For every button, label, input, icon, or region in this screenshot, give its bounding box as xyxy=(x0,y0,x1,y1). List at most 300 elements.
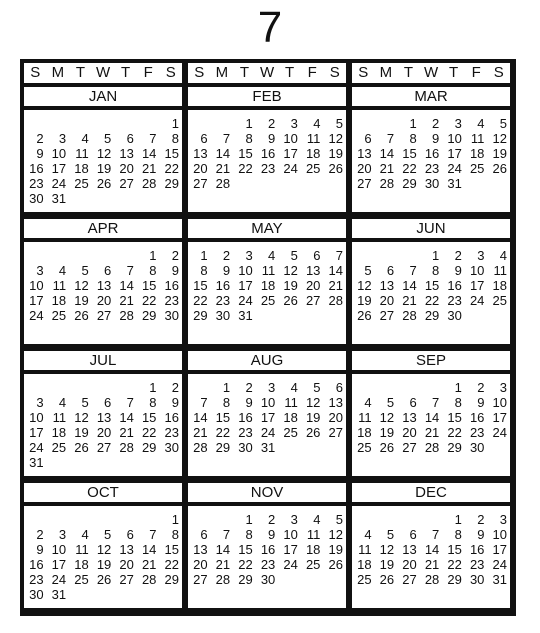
day-number: 28 xyxy=(141,176,157,191)
weekday-label: M xyxy=(379,64,393,81)
month-name: JUN xyxy=(352,219,510,238)
day-number: 18 xyxy=(51,293,67,308)
day-number: 16 xyxy=(164,278,179,293)
day-number: 16 xyxy=(215,278,231,293)
day-number: 4 xyxy=(477,116,485,131)
day-number: 26 xyxy=(328,161,343,176)
day-number: 24 xyxy=(260,425,276,440)
day-number: 26 xyxy=(283,293,298,308)
day-number: 21 xyxy=(328,278,343,293)
day-number: 29 xyxy=(141,308,157,323)
day-number: 4 xyxy=(58,395,67,410)
day-number: 30 xyxy=(238,440,253,455)
day-number: 16 xyxy=(469,410,485,425)
day-number: 30 xyxy=(29,191,44,206)
day-number: 13 xyxy=(379,278,395,293)
day-number: 26 xyxy=(492,161,507,176)
day-number: 24 xyxy=(492,557,507,572)
day-number: 1 xyxy=(454,512,462,527)
day-number: 15 xyxy=(238,542,253,557)
day-number: 17 xyxy=(283,542,298,557)
day-number: 18 xyxy=(357,557,372,572)
day-number: 19 xyxy=(357,293,372,308)
day-number: 3 xyxy=(290,116,298,131)
day-number: 12 xyxy=(283,263,298,278)
month-days xyxy=(352,242,510,344)
day-number: 12 xyxy=(328,527,343,542)
day-number: 27 xyxy=(328,425,343,440)
weekday-label: T xyxy=(449,64,459,81)
weekday-header xyxy=(188,63,346,83)
empty-day-cell xyxy=(352,380,375,395)
day-number: 29 xyxy=(193,308,208,323)
day-number: 16 xyxy=(469,542,485,557)
day-number: 14 xyxy=(193,410,208,425)
empty-day-cell xyxy=(69,248,92,263)
day-number: 25 xyxy=(305,557,321,572)
day-number: 15 xyxy=(402,146,417,161)
day-number: 3 xyxy=(290,512,298,527)
day-number: 2 xyxy=(477,380,485,395)
day-number: 23 xyxy=(215,293,231,308)
day-number: 12 xyxy=(379,542,395,557)
day-number: 18 xyxy=(51,425,67,440)
day-number: 28 xyxy=(141,572,157,587)
day-number: 1 xyxy=(432,248,440,263)
day-number: 3 xyxy=(58,527,67,542)
day-number: 19 xyxy=(328,542,343,557)
day-number: 10 xyxy=(469,263,485,278)
day-number: 14 xyxy=(119,410,134,425)
month-name: MAR xyxy=(352,87,510,106)
empty-day-cell xyxy=(24,380,47,395)
month-name: DEC xyxy=(352,483,510,502)
day-number: 4 xyxy=(290,380,298,395)
day-number: 26 xyxy=(96,572,112,587)
empty-day-cell xyxy=(47,512,70,527)
day-number: 30 xyxy=(469,572,485,587)
day-number: 19 xyxy=(283,278,298,293)
weekday-label: F xyxy=(143,64,153,81)
day-number: 22 xyxy=(238,161,253,176)
day-number: 6 xyxy=(386,263,395,278)
day-number: 18 xyxy=(260,278,276,293)
day-number: 4 xyxy=(81,131,89,146)
empty-day-cell xyxy=(211,512,234,527)
day-number: 15 xyxy=(424,278,440,293)
day-number: 7 xyxy=(222,131,231,146)
day-number: 31 xyxy=(447,176,462,191)
day-number: 2 xyxy=(268,512,276,527)
day-number: 14 xyxy=(379,146,395,161)
day-number: 24 xyxy=(29,440,44,455)
day-number: 24 xyxy=(51,176,67,191)
day-number: 30 xyxy=(447,308,462,323)
empty-day-cell xyxy=(24,512,47,527)
empty-day-cell xyxy=(375,116,398,131)
day-number: 17 xyxy=(492,410,507,425)
day-number: 19 xyxy=(74,293,89,308)
day-number: 20 xyxy=(193,557,208,572)
weekday-label: S xyxy=(165,64,176,81)
day-number: 28 xyxy=(119,308,134,323)
day-number: 17 xyxy=(492,542,507,557)
weekday-label: W xyxy=(423,64,439,81)
day-number: 25 xyxy=(51,440,67,455)
month-days xyxy=(352,506,510,608)
day-number: 1 xyxy=(149,248,157,263)
day-number: 20 xyxy=(328,410,343,425)
day-number: 2 xyxy=(268,116,276,131)
day-number: 7 xyxy=(126,263,134,278)
day-number: 7 xyxy=(126,395,134,410)
day-number: 10 xyxy=(29,410,44,425)
day-number: 12 xyxy=(96,146,112,161)
day-number: 6 xyxy=(104,395,112,410)
day-number: 29 xyxy=(402,176,417,191)
day-number: 4 xyxy=(58,263,67,278)
day-number: 25 xyxy=(74,176,89,191)
day-number: 2 xyxy=(171,248,179,263)
day-number: 19 xyxy=(492,146,507,161)
empty-day-cell xyxy=(47,248,70,263)
day-number: 22 xyxy=(141,293,157,308)
day-number: 24 xyxy=(469,293,485,308)
day-number: 4 xyxy=(499,248,507,263)
day-number: 10 xyxy=(283,527,298,542)
day-number: 27 xyxy=(379,308,395,323)
day-number: 24 xyxy=(51,572,67,587)
day-number: 6 xyxy=(409,527,417,542)
day-number: 27 xyxy=(402,440,417,455)
empty-day-cell xyxy=(47,380,70,395)
day-number: 14 xyxy=(215,146,231,161)
weekday-label: F xyxy=(471,64,481,81)
day-number: 26 xyxy=(357,308,372,323)
day-number: 19 xyxy=(379,425,395,440)
day-number: 8 xyxy=(171,527,179,542)
day-number: 26 xyxy=(305,425,321,440)
day-number: 17 xyxy=(51,161,67,176)
day-number: 19 xyxy=(96,557,112,572)
empty-day-cell xyxy=(352,512,375,527)
weekday-label: T xyxy=(239,64,250,81)
day-number: 22 xyxy=(424,293,440,308)
day-number: 28 xyxy=(193,440,208,455)
day-number: 11 xyxy=(75,146,89,161)
day-number: 27 xyxy=(96,440,112,455)
day-number: 26 xyxy=(328,557,343,572)
day-number: 24 xyxy=(447,161,462,176)
day-number: 10 xyxy=(29,278,44,293)
empty-day-cell xyxy=(137,512,160,527)
day-number: 23 xyxy=(29,176,44,191)
day-number: 5 xyxy=(386,527,395,542)
day-number: 16 xyxy=(164,410,179,425)
day-number: 7 xyxy=(222,527,231,542)
empty-day-cell xyxy=(397,380,420,395)
day-number: 11 xyxy=(52,410,67,425)
day-number: 13 xyxy=(357,146,372,161)
day-number: 5 xyxy=(81,263,89,278)
day-number: 27 xyxy=(402,572,417,587)
day-number: 2 xyxy=(477,512,485,527)
day-number: 6 xyxy=(409,395,417,410)
day-number: 1 xyxy=(245,116,253,131)
month-days xyxy=(24,374,182,476)
day-number: 9 xyxy=(432,131,440,146)
month-name: FEB xyxy=(188,87,346,106)
day-number: 16 xyxy=(238,410,253,425)
day-number: 19 xyxy=(74,425,89,440)
day-number: 9 xyxy=(268,131,276,146)
day-number: 8 xyxy=(222,395,231,410)
day-number: 13 xyxy=(96,278,112,293)
day-number: 3 xyxy=(245,248,253,263)
day-number: 25 xyxy=(283,425,298,440)
day-number: 30 xyxy=(29,587,44,602)
day-number: 18 xyxy=(74,161,89,176)
day-number: 6 xyxy=(313,248,321,263)
weekday-label: S xyxy=(30,64,41,81)
day-number: 16 xyxy=(447,278,462,293)
day-number: 30 xyxy=(260,572,276,587)
day-number: 22 xyxy=(447,557,462,572)
day-number: 23 xyxy=(260,161,276,176)
day-number: 13 xyxy=(193,542,208,557)
day-number: 15 xyxy=(193,278,208,293)
day-number: 19 xyxy=(379,557,395,572)
day-number: 12 xyxy=(96,542,112,557)
day-number: 24 xyxy=(238,293,253,308)
day-number: 18 xyxy=(283,410,298,425)
day-number: 15 xyxy=(215,410,231,425)
day-number: 10 xyxy=(492,395,507,410)
day-number: 21 xyxy=(193,425,208,440)
weekday-label: S xyxy=(358,64,369,81)
day-number: 24 xyxy=(283,161,298,176)
day-number: 21 xyxy=(424,557,440,572)
empty-day-cell xyxy=(69,380,92,395)
day-number: 8 xyxy=(409,131,417,146)
day-number: 14 xyxy=(328,263,343,278)
day-number: 8 xyxy=(454,527,462,542)
empty-day-cell xyxy=(137,116,160,131)
day-number: 31 xyxy=(51,191,67,206)
day-number: 18 xyxy=(469,146,485,161)
day-number: 1 xyxy=(245,512,253,527)
day-number: 30 xyxy=(215,308,231,323)
day-number: 7 xyxy=(149,131,157,146)
day-number: 29 xyxy=(164,176,179,191)
day-number: 20 xyxy=(305,278,321,293)
weekday-label: F xyxy=(307,64,317,81)
day-number: 11 xyxy=(52,278,67,293)
day-number: 19 xyxy=(328,146,343,161)
day-number: 4 xyxy=(268,248,276,263)
empty-day-cell xyxy=(375,248,398,263)
day-number: 5 xyxy=(335,512,343,527)
day-number: 2 xyxy=(432,116,440,131)
day-number: 23 xyxy=(447,293,462,308)
empty-day-cell xyxy=(211,116,234,131)
day-number: 23 xyxy=(469,425,485,440)
day-number: 31 xyxy=(238,308,253,323)
day-number: 12 xyxy=(357,278,372,293)
day-number: 31 xyxy=(260,440,276,455)
day-number: 18 xyxy=(357,425,372,440)
day-number: 22 xyxy=(164,557,179,572)
day-number: 29 xyxy=(447,440,462,455)
calendar-grid xyxy=(20,59,516,616)
day-number: 13 xyxy=(328,395,343,410)
day-number: 7 xyxy=(432,395,440,410)
empty-day-cell xyxy=(92,380,115,395)
day-number: 11 xyxy=(470,131,485,146)
day-number: 2 xyxy=(245,380,253,395)
day-number: 17 xyxy=(469,278,485,293)
day-number: 12 xyxy=(74,278,89,293)
day-number: 31 xyxy=(29,455,44,470)
day-number: 22 xyxy=(164,161,179,176)
day-number: 8 xyxy=(245,527,253,542)
day-number: 24 xyxy=(283,557,298,572)
day-number: 19 xyxy=(305,410,321,425)
day-number: 28 xyxy=(328,293,343,308)
day-number: 23 xyxy=(424,161,440,176)
day-number: 5 xyxy=(499,116,507,131)
day-number: 23 xyxy=(260,557,276,572)
day-number: 14 xyxy=(215,542,231,557)
month-name: JAN xyxy=(24,87,182,106)
day-number: 5 xyxy=(335,116,343,131)
day-number: 6 xyxy=(200,527,208,542)
day-number: 7 xyxy=(335,248,343,263)
empty-day-cell xyxy=(420,512,443,527)
empty-day-cell xyxy=(397,512,420,527)
day-number: 9 xyxy=(222,263,231,278)
day-number: 31 xyxy=(492,572,507,587)
day-number: 23 xyxy=(238,425,253,440)
month-name: MAY xyxy=(188,219,346,238)
day-number: 3 xyxy=(499,380,507,395)
day-number: 21 xyxy=(424,425,440,440)
day-number: 9 xyxy=(245,395,253,410)
month-days xyxy=(352,374,510,476)
month-days xyxy=(188,506,346,608)
day-number: 10 xyxy=(51,542,67,557)
empty-day-cell xyxy=(24,248,47,263)
day-number: 18 xyxy=(305,542,321,557)
day-number: 27 xyxy=(119,176,134,191)
day-number: 13 xyxy=(193,146,208,161)
day-number: 5 xyxy=(81,395,89,410)
day-number: 15 xyxy=(447,410,462,425)
day-number: 7 xyxy=(200,395,208,410)
day-number: 29 xyxy=(238,572,253,587)
day-number: 23 xyxy=(164,293,179,308)
day-number: 16 xyxy=(29,557,44,572)
day-number: 16 xyxy=(260,542,276,557)
day-number: 26 xyxy=(379,440,395,455)
day-number: 3 xyxy=(454,116,462,131)
month-name: JUL xyxy=(24,351,182,370)
day-number: 25 xyxy=(357,440,372,455)
month-name: NOV xyxy=(188,483,346,502)
day-number: 30 xyxy=(164,440,179,455)
day-number: 14 xyxy=(141,146,157,161)
empty-day-cell xyxy=(92,116,115,131)
day-number: 10 xyxy=(51,146,67,161)
day-number: 15 xyxy=(141,278,157,293)
day-number: 21 xyxy=(215,161,231,176)
day-number: 13 xyxy=(119,146,134,161)
day-number: 10 xyxy=(447,131,462,146)
month-days xyxy=(24,506,182,608)
day-number: 21 xyxy=(119,425,134,440)
day-number: 21 xyxy=(215,557,231,572)
day-number: 28 xyxy=(424,572,440,587)
day-number: 16 xyxy=(260,146,276,161)
day-number: 23 xyxy=(469,557,485,572)
day-number: 1 xyxy=(149,380,157,395)
day-number: 13 xyxy=(96,410,112,425)
day-number: 28 xyxy=(424,440,440,455)
year-title: 7 xyxy=(257,3,283,52)
day-number: 1 xyxy=(222,380,231,395)
day-number: 28 xyxy=(379,176,395,191)
day-number: 20 xyxy=(402,425,417,440)
day-number: 16 xyxy=(424,146,440,161)
month-days xyxy=(352,110,510,212)
day-number: 28 xyxy=(215,572,231,587)
day-number: 4 xyxy=(81,527,89,542)
day-number: 3 xyxy=(499,512,507,527)
day-number: 17 xyxy=(29,425,44,440)
day-number: 31 xyxy=(51,587,67,602)
day-number: 13 xyxy=(402,542,417,557)
day-number: 26 xyxy=(96,176,112,191)
day-number: 29 xyxy=(215,440,231,455)
weekday-label: M xyxy=(215,64,229,81)
day-number: 29 xyxy=(141,440,157,455)
day-number: 1 xyxy=(171,512,179,527)
day-number: 9 xyxy=(454,263,462,278)
empty-day-cell xyxy=(420,380,443,395)
day-number: 3 xyxy=(477,248,485,263)
day-number: 25 xyxy=(51,308,67,323)
weekday-label: T xyxy=(75,64,86,81)
day-number: 6 xyxy=(200,131,208,146)
day-number: 11 xyxy=(306,131,321,146)
day-number: 21 xyxy=(141,557,157,572)
day-number: 17 xyxy=(238,278,253,293)
day-number: 6 xyxy=(364,131,372,146)
day-number: 6 xyxy=(335,380,343,395)
weekday-header xyxy=(352,63,510,83)
day-number: 3 xyxy=(36,395,44,410)
day-number: 30 xyxy=(424,176,440,191)
month-name: AUG xyxy=(188,351,346,370)
day-number: 25 xyxy=(469,161,485,176)
month-name: SEP xyxy=(352,351,510,370)
day-number: 20 xyxy=(379,293,395,308)
day-number: 28 xyxy=(119,440,134,455)
day-number: 15 xyxy=(141,410,157,425)
day-number: 22 xyxy=(193,293,208,308)
day-number: 25 xyxy=(260,293,276,308)
day-number: 9 xyxy=(36,542,44,557)
